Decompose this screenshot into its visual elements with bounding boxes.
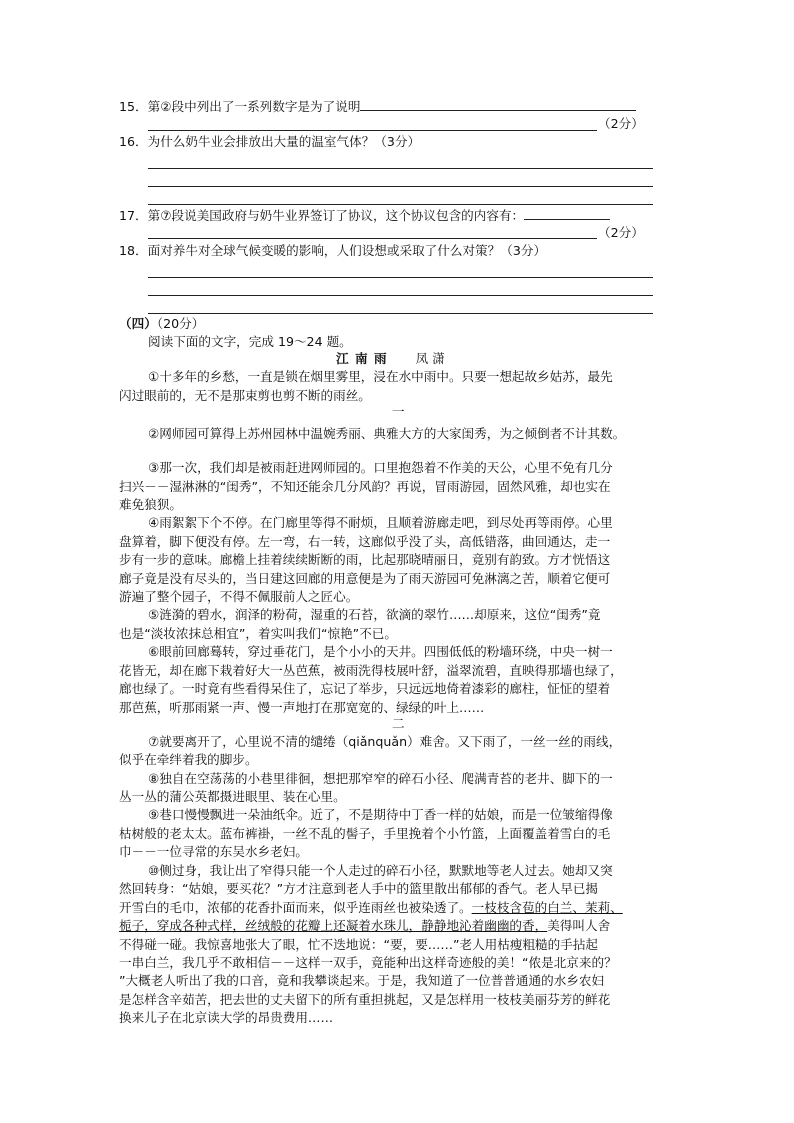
paragraph-5-line: 也是“淡妆浓抹总相宜”，着实叫我们“惊艳”不已。	[119, 626, 397, 641]
paragraph-10-line: 不得碰一碰。我惊喜地张大了眼，忙不迭地说：“要，要……”老人用枯瘦粗糙的手拈起	[119, 937, 599, 952]
paragraph-4-line: 廊子竟是没有尽头的，当日建这回廊的用意便是为了雨天游园可免淋漓之苦，顺着它便可	[119, 571, 611, 586]
answer-blank[interactable]	[524, 207, 610, 220]
paragraph-4-line: 游遍了整个园子，不得不佩服前人之匠心。	[119, 589, 359, 604]
paragraph-10-line: ⑩侧过身，我让出了窄得只能一个人走过的碎石小径，默默地等老人过去。她却又突	[148, 863, 613, 878]
paragraph-3-line: 难免狼狈。	[119, 497, 182, 512]
paragraph-10-line: ”大概老人听出了我的口音，竟和我攀谈起来。于是，我知道了一位普普通通的水乡农妇	[119, 973, 605, 988]
paragraph-10-line: 一串白兰，我几乎不敢相信－－这样一双手，竟能种出这样奇迹般的美！“侬是北京来的？	[119, 955, 617, 970]
question-15-text: 15．第②段中列出了一系列数字是为了说明	[119, 99, 361, 114]
paragraph-3-line: ③那一次，我们却是被雨赶进网师园的。口里抱怨着不作美的天公，心里不免有几分	[148, 460, 613, 475]
answer-line[interactable]	[148, 277, 653, 278]
paragraph-10-line: 然回转身：“姑娘，要买花？”方才注意到老人手中的篮里散出郁郁的香气。老人早已揭	[119, 881, 599, 896]
question-17-score: （2分）	[598, 225, 644, 240]
part-marker-1: 一	[392, 404, 405, 419]
question-16: 16．为什么奶牛业会排放出大量的温室气体？（3分）	[119, 134, 421, 149]
paragraph-3-line: 扫兴－－湿淋淋的“闺秀”，不知还能余几分风韵？再说，冒雨游园，固然风雅，却也实在	[119, 479, 611, 494]
article-author: 凤 潇	[415, 351, 445, 366]
paragraph-6-line: 那芭蕉，听那雨紧一声、慢一声地打在那宽宽的、绿绿的叶上……	[119, 700, 485, 715]
paragraph-7-line: 似乎在牵绊着我的脚步。	[119, 752, 258, 767]
question-15-score: （2分）	[598, 116, 644, 131]
answer-line[interactable]	[148, 204, 653, 205]
paragraph-10-text: 美得叫人舍	[547, 918, 611, 933]
instruction: 阅读下面的文字，完成 19～24 题。	[148, 334, 352, 349]
paragraph-9-line: 枯树般的老太太。蓝布裤褂，一丝不乱的髻子，手里挽着个小竹篮，上面覆盖着雪白的毛	[119, 826, 611, 841]
paragraph-7-line: ⑦就要离开了，心里说不清的缱绻（qiǎnquǎn）难舍。又下雨了，一丝一丝的雨线，	[148, 734, 622, 749]
answer-line[interactable]	[148, 313, 653, 314]
paragraph-6-line: ⑥眼前回廊蓦转，穿过垂花门，是个小小的天井。四围低低的粉墙环绕，中央一树一	[148, 644, 613, 659]
paragraph-1-line: 闪过眼前的，无不是那束剪也剪不断的雨丝。	[119, 388, 371, 403]
article-title-line	[336, 351, 445, 367]
paragraph-10-text: 开雪白的毛巾，浓郁的花香扑面而来，似乎连雨丝也被染透了。	[119, 900, 472, 915]
paragraph-6-line: 花皆无，却在廊下栽着好大一丛芭蕉，被雨洗得枝展叶舒，溢翠流碧，直映得那墙也绿了，	[119, 663, 623, 678]
answer-line[interactable]	[148, 238, 597, 239]
underlined-sentence: 栀子，穿成各种式样，丝绒般的花瓣上还凝着水珠儿，静静地沁着幽幽的香，	[119, 918, 548, 933]
section-header	[119, 316, 204, 332]
answer-blank[interactable]	[360, 98, 636, 111]
question-17-text: 17．第⑦段说美国政府与奶牛业界签订了协议，这个协议包含的内容有：	[119, 208, 525, 223]
answer-line[interactable]	[148, 295, 653, 296]
paragraph-8-line: ⑧独自在空荡荡的小巷里徘徊，想把那窄窄的碎石小径、爬满青苔的老井、脚下的一	[148, 771, 613, 786]
underlined-sentence: 一枝枝含苞的白兰、茉莉、	[471, 900, 623, 915]
paragraph-9-line: 巾－－一位寻常的东吴水乡老妇。	[119, 844, 308, 859]
paragraph-10-line	[119, 900, 623, 916]
answer-line[interactable]	[148, 186, 653, 187]
part-marker-2: 二	[392, 716, 405, 731]
paragraph-9-line: ⑨巷口慢慢飘进一朵油纸伞。近了，不是期待中丁香一样的姑娘，而是一位皱缩得像	[148, 807, 613, 822]
question-18: 18．面对养牛对全球气候变暖的影响，人们设想或采取了什么对策？（3分）	[119, 243, 547, 258]
article-title: 江 南 雨	[336, 351, 388, 366]
section-label: （四）	[119, 316, 157, 331]
paragraph-4-line: ④雨絮絮下个不停。在门廊里等得不耐烦，且顺着游廊走吧，到尽处再等雨停。心里	[148, 515, 613, 530]
paragraph-4-line: 步有一步的意味。廊檐上挂着续续断断的雨，比起那晓晴丽日，竟别有韵致。方才恍悟这	[119, 552, 611, 567]
paragraph-2: ②网师园可算得上苏州园林中温婉秀丽、典雅大方的大家闺秀，为之倾倒者不计其数。	[148, 426, 626, 441]
answer-line[interactable]	[148, 168, 653, 169]
paragraph-6-line: 廊也绿了。一时竟有些看得呆住了，忘记了举步，只远远地倚着漆彩的廊柱，怔怔的望着	[119, 681, 611, 696]
paragraph-8-line: 丛一丛的蒲公英都摄进眼里、装在心里。	[119, 789, 346, 804]
answer-line[interactable]	[148, 130, 597, 131]
paragraph-10-line	[119, 918, 610, 934]
paragraph-10-line: 换来儿子在北京读大学的昂贵费用……	[119, 1010, 334, 1025]
section-score: （20分）	[156, 316, 205, 331]
paragraph-1-line: ①十多年的乡愁，一直是锁在烟里雾里，浸在水中雨中。只要一想起故乡姑苏，最先	[148, 369, 613, 384]
question-15	[119, 98, 636, 115]
paragraph-4-line: 盘算着，脚下便没有停。左一弯，右一转，这廊似乎没了头，高低错落，曲回通达，走一	[119, 534, 611, 549]
question-17	[119, 207, 610, 224]
paragraph-10-line: 是怎样含辛茹苦，把去世的丈夫留下的所有重担挑起，又是怎样用一枝枝美丽芬芳的鲜花	[119, 992, 611, 1007]
paragraph-5-line: ⑤涟漪的碧水，润泽的粉荷，湿重的石苔，欲滴的翠竹……却原来，这位“闺秀”竟	[148, 607, 601, 622]
